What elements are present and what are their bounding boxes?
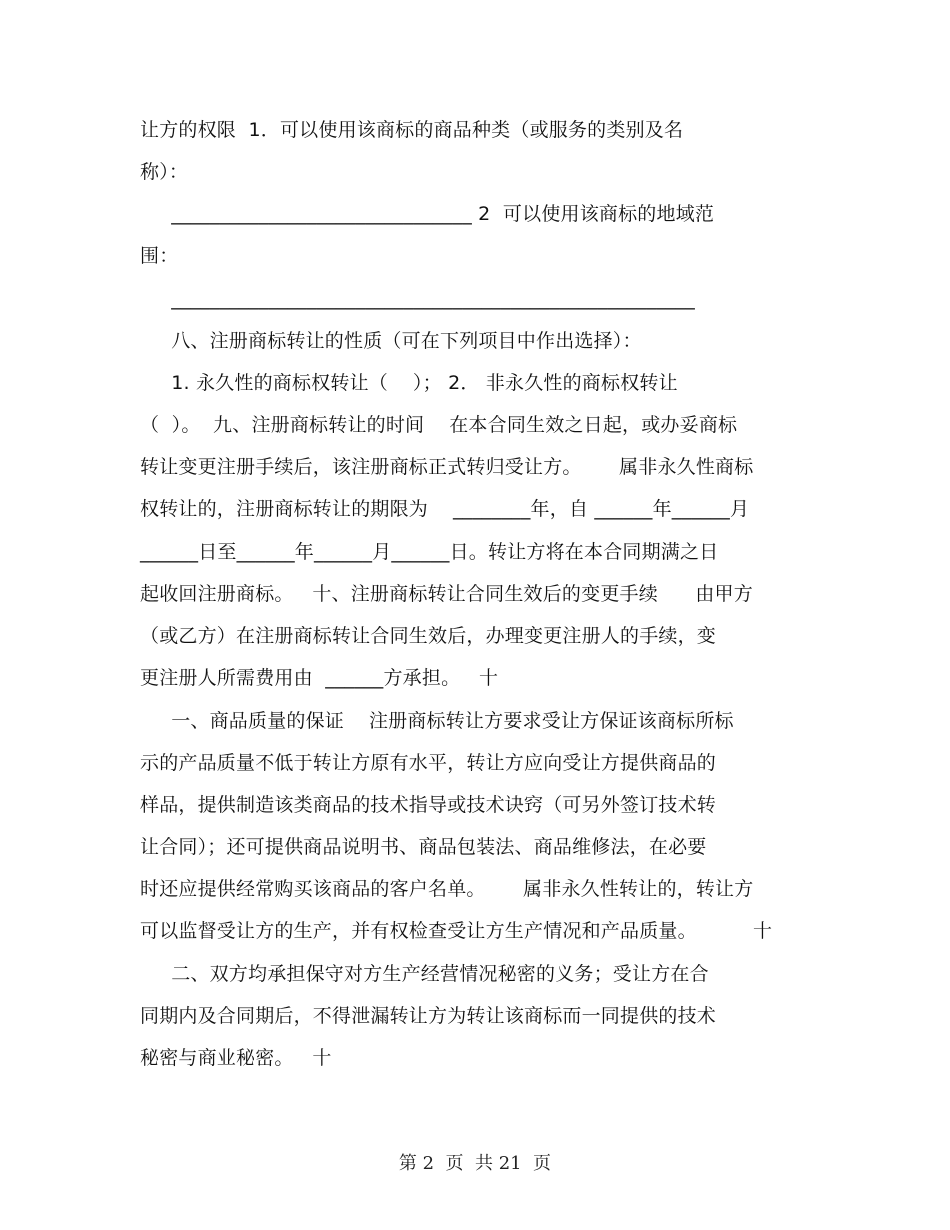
text-line: 样品，提供制造该类商品的技术指导或技术诀窍（可另外签订技术转 bbox=[140, 794, 717, 816]
text-line: 时还应提供经常购买该商品的客户名单。 属非永久性转让的，转让方 bbox=[140, 878, 754, 900]
text-line: ______________________________________________________ bbox=[140, 288, 695, 310]
text-line: （ ）。 九、注册商标转让的时间 在本合同生效之日起，或办妥商标 bbox=[140, 414, 738, 436]
page-number-footer: 第 2 页 共 21 页 bbox=[398, 1153, 552, 1174]
text-line: 示的产品质量不低于转让方原有水平，转让方应向受让方提供商品的 bbox=[140, 752, 717, 774]
text-line: 起收回注册商标。 十、注册商标转让合同生效后的变更手续 由甲方 bbox=[140, 583, 753, 605]
text-line: 同期内及合同期后，不得泄漏转让方为转让该商标而一同提供的技术 bbox=[140, 1005, 717, 1027]
text-line: 转让变更注册手续后，该注册商标正式转归受让方。 属非永久性商标 bbox=[140, 456, 754, 478]
text-line: （或乙方）在注册商标转让合同生效后，办理变更注册人的手续，变 bbox=[140, 625, 717, 647]
text-line: 1. 永久性的商标权转让（ ）； 2． 非永久性的商标权转让 bbox=[140, 372, 678, 394]
text-line: 称）： bbox=[140, 161, 189, 183]
text-line: 二、双方均承担保守对方生产经营情况秘密的义务；受让方在合 bbox=[140, 963, 709, 985]
text-line: 可以监督受让方的生产，并有权检查受让方生产情况和产品质量。 十 bbox=[140, 920, 773, 942]
text-line: 让合同）；还可提供商品说明书、商品包装法、商品维修法，在必要 bbox=[140, 836, 707, 858]
text-line: 秘密与商业秘密。 十 bbox=[140, 1047, 332, 1069]
text-line: ______日至______年______月______日。转让方将在本合同期满之日 bbox=[140, 541, 719, 563]
text-line: 让方的权限 1．可以使用该商标的商品种类（或服务的类别及名 bbox=[140, 119, 684, 141]
text-line: 更注册人所需费用由 ______方承担。 十 bbox=[140, 667, 499, 689]
text-line: 八、注册商标转让的性质（可在下列项目中作出选择）： bbox=[140, 330, 642, 352]
text-line: 围： bbox=[140, 245, 179, 267]
text-line: 一、商品质量的保证 注册商标转让方要求受让方保证该商标所标 bbox=[140, 710, 734, 732]
text-line: 权转让的，注册商标转让的期限为 ________年，自 ______年______月 bbox=[140, 498, 750, 520]
text-line: _______________________________ 2 可以使用该商标的地域范 bbox=[140, 203, 715, 225]
